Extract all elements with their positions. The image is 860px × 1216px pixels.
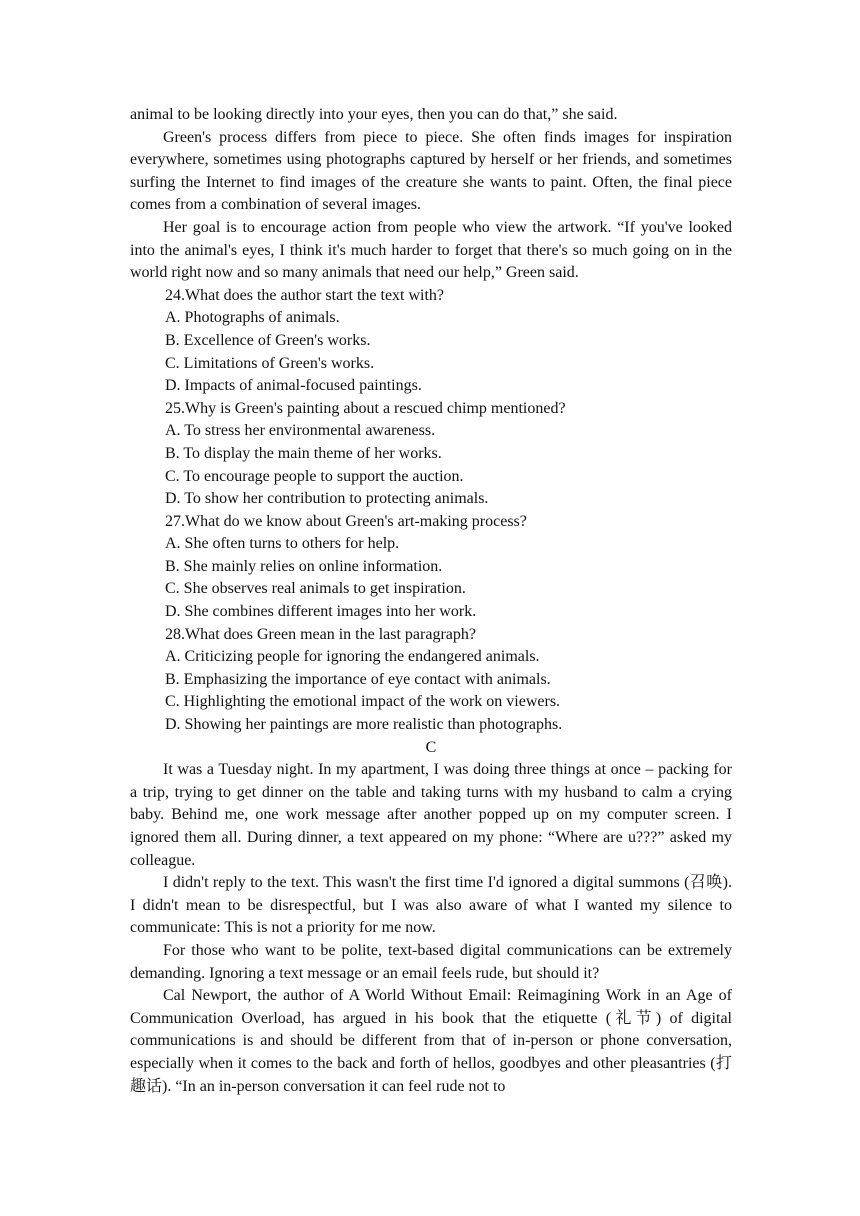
option-a: A. She often turns to others for help. xyxy=(165,535,400,553)
option-b: B. Excellence of Green's works. xyxy=(165,331,371,349)
option-d: D. To show her contribution to protecting animals. xyxy=(165,490,489,508)
passage-c-heading: C xyxy=(425,738,437,756)
option-c: C. She observes real animals to get inspiration. xyxy=(165,580,466,598)
question-stem: 25.Why is Green's painting about a rescued chimp mentioned? xyxy=(165,399,566,417)
option-b: B. She mainly relies on online information. xyxy=(165,557,443,575)
passage-c-paragraph-3: For those who want to be polite, text-based digital communications can be extremely demanding. Ignoring a text message or an email feels rude, but should it? xyxy=(130,941,732,982)
option-b: B. Emphasizing the importance of eye contact with animals. xyxy=(165,670,551,688)
question-25 xyxy=(130,398,732,511)
option-d: D. Impacts of animal-focused paintings. xyxy=(165,377,422,395)
passage-c-paragraph-4: Cal Newport, the author of A World Without Email: Reimagining Work in an Age of Communication Overload, has argued in his book that the etiquette (礼节) of digital communications is and should be different from that of in-person or phone conversation, especially when it comes to the back and forth of hellos, goodbyes and other pleasantries (打趣话). “In an in-person conversation it can feel rude not to xyxy=(130,987,732,1095)
option-d: D. Showing her paintings are more realistic than photographs. xyxy=(165,716,563,734)
passage-c-paragraph-2: I didn't reply to the text. This wasn't the first time I'd ignored a digital summons (召唤). I didn't mean to be disrespectful, but I was also aware of what I wanted my silence to communicate: This is not a priority for me now. xyxy=(130,874,732,937)
passage-b-continuation: animal to be looking directly into your eyes, then you can do that,” she said. xyxy=(130,106,618,123)
option-d: D. She combines different images into her work. xyxy=(165,603,477,621)
option-c: C. Limitations of Green's works. xyxy=(165,354,375,372)
question-stem: 27.What do we know about Green's art-making process? xyxy=(165,512,527,530)
passage-b-paragraph-2: Her goal is to encourage action from people who view the artwork. “If you've looked into the animal's eyes, I think it's much harder to forget that there's so much going on in the world right now and so many animals that need our help,” Green said. xyxy=(130,218,732,282)
question-stem: 28.What does Green mean in the last paragraph? xyxy=(165,625,476,643)
question-24 xyxy=(130,285,732,398)
option-b: B. To display the main theme of her works. xyxy=(165,444,442,462)
question-stem: 24.What does the author start the text with? xyxy=(165,286,445,304)
option-a: A. To stress her environmental awareness. xyxy=(165,422,436,440)
option-c: C. Highlighting the emotional impact of the work on viewers. xyxy=(165,693,561,711)
passage-c-paragraph-1: It was a Tuesday night. In my apartment, I was doing three things at once – packing for a trip, trying to get dinner on the table and taking turns with my husband to calm a crying baby. Behind me, one work message after another popped up on my computer screen. I ignored them all. During dinner, a text appeared on my phone: “Where are u???” asked my colleague. xyxy=(130,761,732,869)
document-page xyxy=(130,104,732,1098)
question-27 xyxy=(130,511,732,624)
option-a: A. Photographs of animals. xyxy=(165,309,340,327)
option-a: A. Criticizing people for ignoring the endangered animals. xyxy=(165,648,540,666)
question-28 xyxy=(130,624,732,737)
option-c: C. To encourage people to support the auction. xyxy=(165,467,464,485)
passage-b-paragraph-1: Green's process differs from piece to piece. She often finds images for inspiration everywhere, sometimes using photographs captured by herself or her friends, and sometimes surfing the Internet to find images of the creature she wants to paint. Often, the final piece comes from a combination of several images. xyxy=(130,128,732,214)
